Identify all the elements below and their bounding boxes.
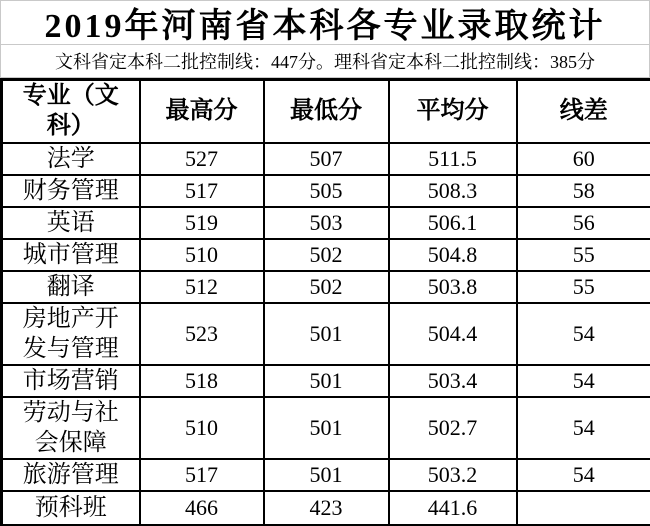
major-cell: 财务管理 xyxy=(2,175,140,207)
table-header-row xyxy=(2,80,650,143)
avg-score-cell: 503.8 xyxy=(389,271,517,303)
line-diff-cell: 54 xyxy=(517,365,650,397)
major-cell: 法学 xyxy=(2,143,140,175)
line-diff-cell: 58 xyxy=(517,175,650,207)
avg-score-cell: 441.6 xyxy=(389,491,517,526)
avg-score-cell: 504.8 xyxy=(389,239,517,271)
header-avg-score: 平均分 xyxy=(389,80,517,143)
line-diff-cell xyxy=(517,491,650,526)
table-row xyxy=(2,143,650,175)
min-score-cell: 502 xyxy=(264,239,389,271)
table-row xyxy=(2,239,650,271)
min-score-cell: 505 xyxy=(264,175,389,207)
min-score-cell: 501 xyxy=(264,365,389,397)
max-score-cell: 510 xyxy=(140,397,264,459)
line-diff-cell: 55 xyxy=(517,239,650,271)
header-max-score: 最高分 xyxy=(140,80,264,143)
avg-score-cell: 508.3 xyxy=(389,175,517,207)
avg-score-cell: 502.7 xyxy=(389,397,517,459)
title-band xyxy=(0,0,650,45)
major-cell: 英语 xyxy=(2,207,140,239)
major-cell: 市场营销 xyxy=(2,365,140,397)
min-score-cell: 507 xyxy=(264,143,389,175)
line-diff-cell: 54 xyxy=(517,459,650,491)
table-row xyxy=(2,175,650,207)
major-cell: 翻译 xyxy=(2,271,140,303)
min-score-cell: 423 xyxy=(264,491,389,526)
line-diff-cell: 54 xyxy=(517,397,650,459)
min-score-cell: 502 xyxy=(264,271,389,303)
line-diff-cell: 54 xyxy=(517,303,650,365)
max-score-cell: 523 xyxy=(140,303,264,365)
max-score-cell: 466 xyxy=(140,491,264,526)
major-cell: 劳动与社会保障 xyxy=(2,397,140,459)
subtitle-band xyxy=(0,44,650,78)
admission-stats-table xyxy=(0,78,650,526)
avg-score-cell: 503.4 xyxy=(389,365,517,397)
max-score-cell: 510 xyxy=(140,239,264,271)
max-score-cell: 527 xyxy=(140,143,264,175)
max-score-cell: 519 xyxy=(140,207,264,239)
table-row xyxy=(2,303,650,365)
line-diff-cell: 55 xyxy=(517,271,650,303)
table-row xyxy=(2,397,650,459)
line-diff-cell: 60 xyxy=(517,143,650,175)
header-major: 专业（文科） xyxy=(2,80,140,143)
max-score-cell: 517 xyxy=(140,459,264,491)
min-score-cell: 501 xyxy=(264,459,389,491)
avg-score-cell: 506.1 xyxy=(389,207,517,239)
control-line-note: 文科省定本科二批控制线：447分。理科省定本科二批控制线：385分 xyxy=(55,52,595,72)
min-score-cell: 503 xyxy=(264,207,389,239)
max-score-cell: 517 xyxy=(140,175,264,207)
avg-score-cell: 504.4 xyxy=(389,303,517,365)
table-row xyxy=(2,207,650,239)
min-score-cell: 501 xyxy=(264,303,389,365)
line-diff-cell: 56 xyxy=(517,207,650,239)
page-title: 2019年河南省本科各专业录取统计 xyxy=(44,8,606,45)
major-cell: 预科班 xyxy=(2,491,140,526)
table-row xyxy=(2,491,650,526)
avg-score-cell: 511.5 xyxy=(389,143,517,175)
table-row xyxy=(2,459,650,491)
min-score-cell: 501 xyxy=(264,397,389,459)
major-cell: 旅游管理 xyxy=(2,459,140,491)
table-row xyxy=(2,365,650,397)
major-cell: 城市管理 xyxy=(2,239,140,271)
max-score-cell: 518 xyxy=(140,365,264,397)
header-min-score: 最低分 xyxy=(264,80,389,143)
max-score-cell: 512 xyxy=(140,271,264,303)
avg-score-cell: 503.2 xyxy=(389,459,517,491)
table-row xyxy=(2,271,650,303)
major-cell: 房地产开发与管理 xyxy=(2,303,140,365)
header-line-diff: 线差 xyxy=(517,80,650,143)
